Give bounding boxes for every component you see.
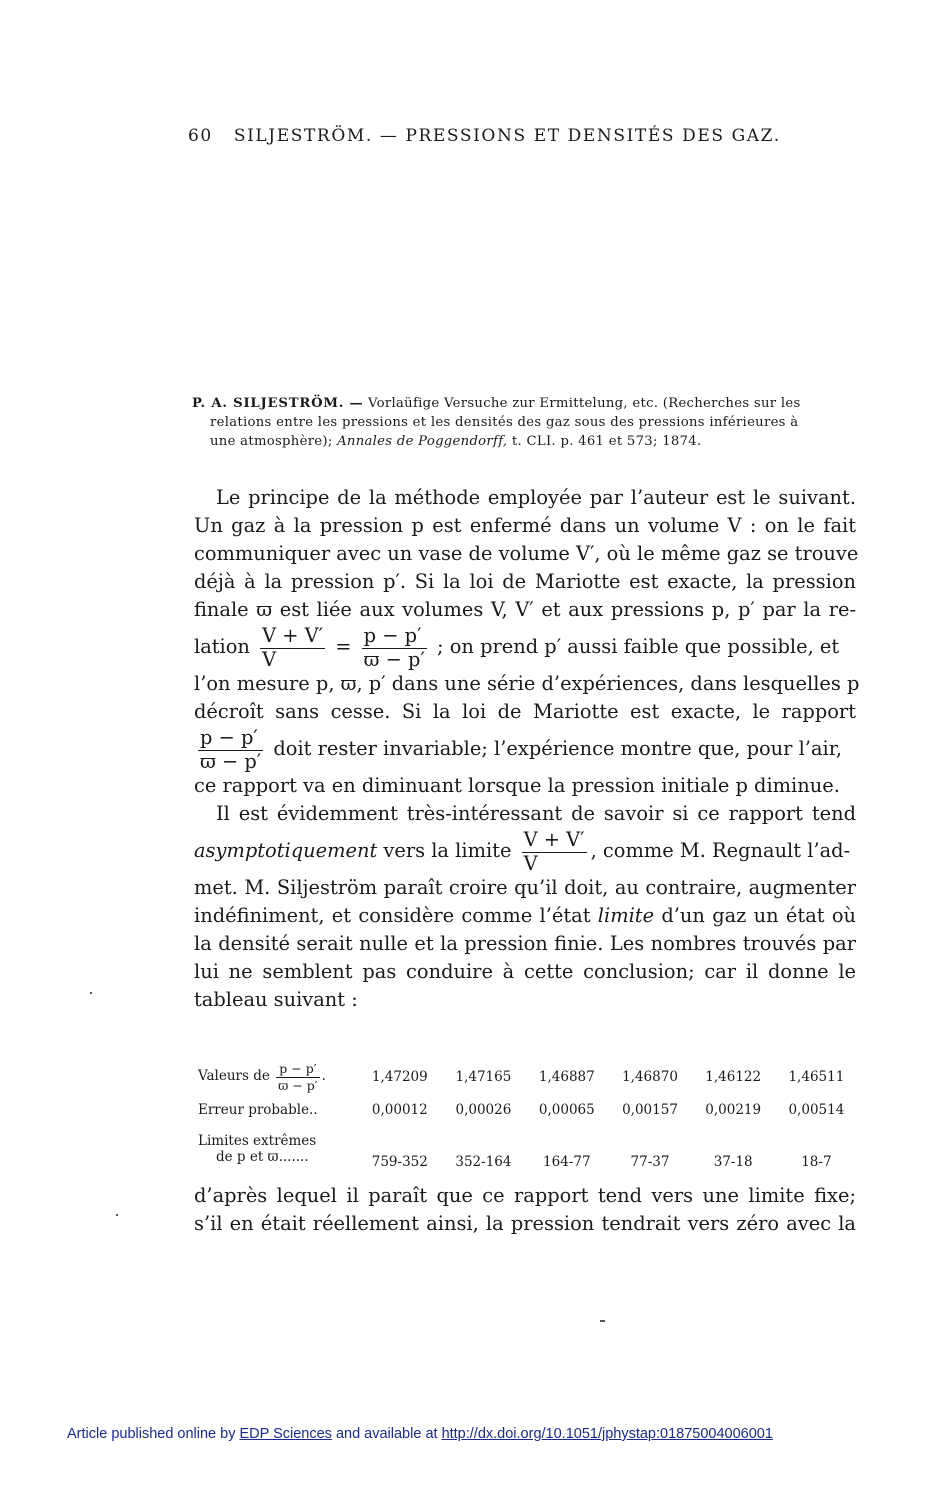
fraction-pressure-ratio <box>198 728 263 772</box>
equals-sign: = <box>335 635 352 658</box>
reference-line-3 <box>192 432 852 451</box>
reference-author: P. A. SILJESTRÖM. — <box>192 396 364 411</box>
body-line: communiquer avec un vase de volume V′, où le même gaz se trouve <box>194 542 859 565</box>
table-row-label <box>198 1124 358 1174</box>
body-line: d’après lequel il paraît que ce rapport tend vers une limite fixe; <box>194 1184 856 1207</box>
body-line: la densité serait nulle et la pression finie. Les nombres trouvés par <box>194 932 856 955</box>
body-line: Un gaz à la pression p est enfermé dans un volume V : on le fait <box>194 514 856 537</box>
running-title: SILJESTRÖM. — PRESSIONS ET DENSITÉS DES GAZ. <box>233 126 781 146</box>
body-text: vers la limite <box>383 839 512 862</box>
fraction-pressure-ratio <box>276 1062 319 1091</box>
body-line: finale ϖ est liée aux volumes V, V′ et aux pressions p, p′ par la re- <box>194 598 856 621</box>
body-line: tableau suivant : <box>194 988 358 1011</box>
table-cell: 37-18 <box>713 1154 753 1170</box>
body-italic: asymptotiquement <box>194 839 378 862</box>
fraction-numerator: V + V′ <box>523 828 585 852</box>
body-text: , comme M. Regnault l’ad- <box>590 839 851 862</box>
table-cell: 1,46122 <box>705 1069 762 1085</box>
body-line: Il est évidemment très-intéressant de savoir si ce rapport tend <box>216 802 856 825</box>
body-line: lui ne semblent pas conduire à cette conclusion; car il donne le <box>194 960 856 983</box>
page-number: 60 <box>188 126 213 146</box>
table-cell: 1,46870 <box>622 1069 678 1085</box>
body-line: l’on mesure p, ϖ, p′ dans une série d’expériences, dans lesquelles p <box>194 672 860 695</box>
running-head <box>188 126 808 146</box>
fraction-pressure-ratio <box>362 626 427 670</box>
table-cell: 1,47165 <box>455 1069 512 1085</box>
table-cell: 1,46887 <box>538 1069 595 1085</box>
body-line: met. M. Siljeström paraît croire qu’il doit, au contraire, augmenter <box>194 876 856 899</box>
fraction-numerator: p − p′ <box>362 626 427 648</box>
edp-sciences-link[interactable]: EDP Sciences <box>239 1426 332 1442</box>
footer-text: and available at <box>335 1426 438 1442</box>
table-row <box>198 1058 858 1096</box>
table-cell: 1,46511 <box>788 1069 845 1085</box>
publisher-footer <box>67 1426 867 1442</box>
fraction-volume-ratio <box>522 830 587 874</box>
body-text: ; on prend p′ aussi faible que possible, et <box>437 635 840 658</box>
table-cell: 0,00065 <box>538 1102 595 1118</box>
reference-journal: Annales de Poggendorff, <box>337 434 508 449</box>
table-cell: 77-37 <box>630 1154 670 1170</box>
fraction-denominator: V <box>523 851 538 875</box>
reference-line-2: relations entre les pressions et les densités des gaz sous des pressions inférieures à <box>210 415 799 430</box>
equation-line <box>194 828 856 874</box>
body-line <box>194 902 856 930</box>
body-text: d’un gaz un état où <box>661 904 856 927</box>
table-cell: 0,00219 <box>705 1102 762 1118</box>
table-cell: 352-164 <box>455 1154 512 1170</box>
body-line: Le principe de la méthode employée par l’auteur est le suivant. <box>216 486 856 509</box>
body-line: s’il en était réellement ainsi, la pression tendrait vers zéro avec la <box>194 1212 856 1235</box>
reference-text: une atmosphère); <box>210 434 333 449</box>
fraction-denominator: V <box>262 647 277 671</box>
reference-volume: t. CLI. p. 461 et 573; 1874. <box>511 434 702 449</box>
table-row-label: Valeurs de $\frac{p - p'}{ϖ - p'}$ . <box>198 1061 326 1093</box>
results-table <box>198 1058 858 1174</box>
table-cell: 1,47209 <box>371 1069 428 1085</box>
scan-speck <box>600 1320 605 1322</box>
body-text: doit rester invariable; l’expérience montre que, pour l’air, <box>273 737 843 760</box>
table-cell: 0,00026 <box>455 1102 512 1118</box>
fraction-volume-ratio <box>260 626 325 670</box>
fraction-numerator: p − p′ <box>276 1062 319 1077</box>
table-row <box>198 1124 858 1174</box>
fraction-numerator: p − p′ <box>198 728 263 750</box>
equation-line <box>194 726 856 772</box>
equation-line <box>194 624 856 670</box>
table-cell: 164-77 <box>543 1154 591 1170</box>
body-line: déjà à la pression p′. Si la loi de Mariotte est exacte, la pression <box>194 570 856 593</box>
fraction-denominator: ϖ − p′ <box>363 647 425 671</box>
table-label-text: Valeurs de <box>198 1068 270 1085</box>
table-row <box>198 1096 858 1124</box>
table-label-text: Limites extrêmes <box>198 1133 317 1149</box>
body-line: décroît sans cesse. Si la loi de Mariotte est exacte, le rapport <box>194 700 856 723</box>
table-label-text: de p et ϖ....... <box>216 1149 309 1165</box>
fraction-numerator: V + V′ <box>262 624 324 648</box>
reference-line-1 <box>192 394 852 413</box>
fraction-denominator: ϖ − p′ <box>278 1077 318 1093</box>
article-body <box>194 484 860 1014</box>
fraction-denominator: ϖ − p′ <box>200 749 262 773</box>
reference-title: Vorlaüfige Versuche zur Ermittelung, etc. (Recherches sur les <box>368 396 801 411</box>
table-row-label: Erreur probable.. <box>198 1102 318 1118</box>
table-cell: 0,00514 <box>788 1102 845 1118</box>
bibliographic-reference <box>192 394 852 451</box>
footer-text: Article published online by <box>67 1426 236 1442</box>
table-cell: 18-7 <box>801 1154 832 1170</box>
body-line: ce rapport va en diminuant lorsque la pression initiale p diminue. <box>194 774 840 797</box>
doi-link[interactable]: http://dx.doi.org/10.1051/jphystap:01875004006001 <box>441 1426 773 1442</box>
article-body-continued <box>194 1182 856 1238</box>
body-italic: limite <box>597 904 655 927</box>
table-cell: 759-352 <box>371 1154 428 1170</box>
scan-speck <box>90 992 92 994</box>
table-cell: 0,00012 <box>371 1102 428 1118</box>
scan-speck <box>116 1214 118 1216</box>
body-text: lation <box>194 635 250 658</box>
table-cell: 0,00157 <box>622 1102 678 1118</box>
body-text: indéfiniment, et considère comme l’état <box>194 904 591 927</box>
